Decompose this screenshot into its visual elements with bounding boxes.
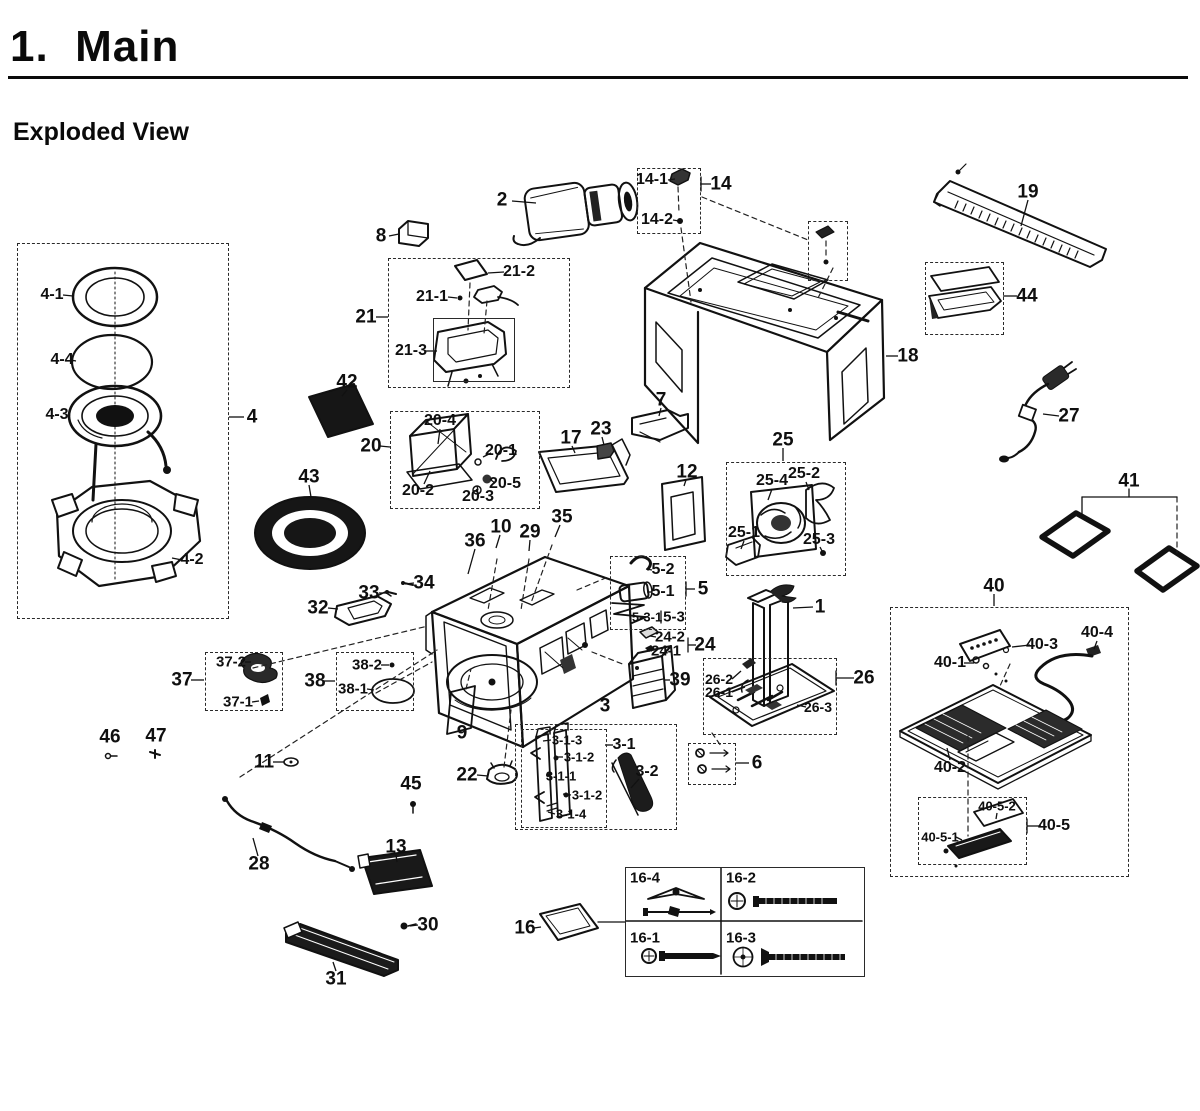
part-label-14-1: 14-1 [635,171,669,188]
part-label-25-3: 25-3 [802,531,836,548]
leader-line-32 [328,608,338,609]
group-box-6 [688,743,736,785]
part-label-20-5: 20-5 [488,475,522,492]
part-label-20-3: 20-3 [461,488,495,505]
part-label-44: 44 [1016,285,1038,307]
part-label-27: 27 [1058,405,1080,427]
part-label-17: 17 [560,427,582,449]
part-label-40-4: 40-4 [1080,624,1114,641]
leader-line-19 [1021,200,1028,226]
part-label-35: 35 [551,506,573,528]
part-label-45: 45 [400,773,422,795]
part-label-14: 14 [710,173,732,195]
page-subtitle: Exploded View [13,118,189,146]
part-label-37-1: 37-1 [222,693,254,711]
part-label-38-1: 38-1 [337,680,369,698]
part-label-3-1: 3-1 [612,736,636,753]
part-label-4-4: 4-4 [50,351,74,368]
part-label-21-3: 21-3 [394,342,428,359]
part-label-28: 28 [248,853,270,875]
part-label-16-1: 16-1 [629,929,661,947]
part-label-24-1: 24-1 [650,642,682,660]
part-label-36: 36 [464,530,486,552]
part-label-10: 10 [490,516,512,538]
part-label-26: 26 [853,667,875,689]
group-box-44 [925,262,1004,335]
part-label-43: 43 [298,466,320,488]
part-label-16-3: 16-3 [725,929,757,947]
part-label-40-1: 40-1 [933,654,967,671]
part-label-24-2: 24-2 [654,628,686,646]
part-label-4-1: 4-1 [40,286,64,303]
part-label-40-2: 40-2 [933,759,967,776]
part-label-25-2: 25-2 [787,465,821,482]
part-label-20-1: 20-1 [484,442,518,459]
part-label-14-2: 14-2 [640,211,674,228]
part-label-3-1-2: 3-1-2 [571,787,603,803]
page-title: 1. Main [10,22,180,71]
part-label-16: 16 [514,917,536,939]
part-label-25-1: 25-1 [727,524,761,541]
leader-line-36 [468,549,475,574]
leader-line-8 [389,234,399,236]
part-label-4-3: 4-3 [45,406,69,423]
leader-line-27 [1043,414,1059,416]
part-label-21-1: 21-1 [415,288,449,305]
part-label-20-2: 20-2 [401,482,435,499]
part-label-4: 4 [246,406,258,428]
part-label-31: 31 [325,968,347,990]
part-label-25: 25 [772,429,794,451]
part-label-16-4: 16-4 [629,869,661,887]
part-label-1: 1 [814,596,826,618]
part-label-3-2: 3-2 [635,763,659,780]
part-label-8: 8 [375,225,387,247]
part-label-40-5-1: 40-5-1 [921,829,959,845]
part-label-11: 11 [253,751,275,773]
part-label-20: 20 [360,435,382,457]
part-label-3-1-1: 3-1-1 [545,768,577,784]
part-label-37-2: 37-2 [215,653,247,671]
part-label-39: 39 [669,669,691,691]
part-label-38-2: 38-2 [351,656,383,674]
part-label-40: 40 [983,575,1005,597]
part-label-40-5: 40-5 [1037,817,1071,834]
part-label-5-1: 5-1 [651,583,675,600]
part-label-22: 22 [456,764,478,786]
leader-line-2 [512,201,536,203]
part-label-26-2: 26-2 [704,671,734,687]
part-label-34: 34 [413,572,435,594]
part-label-2: 2 [496,189,508,211]
part-label-5-3: 5-3 [663,608,685,626]
part-label-9: 9 [456,722,468,744]
part-label-40-3: 40-3 [1025,636,1059,653]
part-label-38: 38 [304,670,326,692]
part-label-5-3-1: 5-3-1 [631,609,663,625]
part-label-3-1-3: 3-1-3 [551,732,583,748]
part-label-32: 32 [307,597,329,619]
part-label-30: 30 [417,914,439,936]
part-label-23: 23 [590,418,612,440]
part-label-5: 5 [697,578,709,600]
part-label-41: 41 [1118,470,1140,492]
part-label-13: 13 [385,836,407,858]
part-label-3: 3 [599,695,611,717]
part-label-18: 18 [897,345,919,367]
part-label-3-1-2: 3-1-2 [563,749,595,765]
part-label-5-2: 5-2 [651,561,675,578]
part-label-46: 46 [99,726,121,748]
leader-line-22 [477,775,488,776]
part-label-20-4: 20-4 [423,412,457,429]
part-label-16-2: 16-2 [725,869,757,887]
group-box-14-install [808,221,848,281]
part-label-19: 19 [1017,181,1039,203]
part-label-29: 29 [519,521,541,543]
part-label-3-1-4: 3-1-4 [555,806,587,822]
part-label-21: 21 [355,306,377,328]
part-label-7: 7 [655,389,667,411]
leader-line-1 [793,607,813,608]
part-label-24: 24 [694,634,716,656]
part-label-6: 6 [751,752,763,774]
part-label-12: 12 [676,461,698,483]
part-label-47: 47 [145,725,167,747]
part-label-4-2: 4-2 [180,551,204,568]
part-label-21-2: 21-2 [502,263,536,280]
part-label-26-1: 26-1 [704,684,734,700]
part-label-40-5-2: 40-5-2 [978,798,1016,814]
part-label-26-3: 26-3 [803,699,833,715]
part-label-33: 33 [358,582,380,604]
part-label-25-4: 25-4 [755,472,789,489]
part-label-42: 42 [336,371,358,393]
part-label-37: 37 [171,669,193,691]
group-box-21-3-inner [433,318,515,382]
